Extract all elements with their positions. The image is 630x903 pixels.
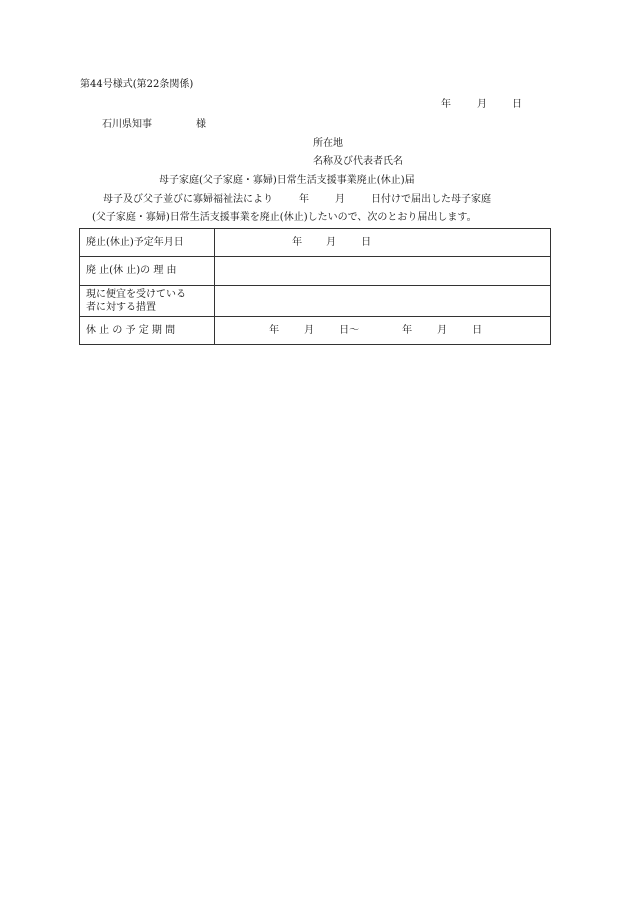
measures-label-line-2: 者に対する措置 xyxy=(86,302,156,313)
addressee-name: 石川県知事 xyxy=(102,119,152,130)
period-from-day: 日〜 xyxy=(339,324,360,336)
submission-date xyxy=(441,100,522,110)
body-line-1 xyxy=(103,195,491,205)
planned-year: 年 xyxy=(292,236,303,248)
table-row xyxy=(80,257,551,286)
period-to-year: 年 xyxy=(402,324,413,336)
planned-date-label: 廃止(休止)予定年月日 xyxy=(80,229,215,257)
measures-label-line-1: 現に便宜を受けている xyxy=(86,288,186,300)
document-title: 母子家庭(父子家庭・寡婦)日常生活支援事業廃止(休止)届 xyxy=(159,175,415,186)
period-from-month: 月 xyxy=(304,324,315,336)
date-day: 日 xyxy=(512,99,522,110)
applicant-name-label: 名称及び代表者氏名 xyxy=(313,156,403,167)
period-from-year: 年 xyxy=(269,324,280,336)
applicant-location-label: 所在地 xyxy=(313,138,343,149)
body-line-1-prefix: 母子及び父子並びに寡婦福祉法により xyxy=(103,194,273,205)
body-month: 月 xyxy=(335,194,345,205)
body-line-2: (父子家庭・寡婦)日常生活支援事業を廃止(休止)したいので、次のとおり届出します。 xyxy=(92,212,477,223)
date-month: 月 xyxy=(477,99,487,110)
suspension-period-label: 休 止 の 予 定 期 間 xyxy=(80,317,215,345)
reason-value[interactable] xyxy=(215,257,551,286)
measures-value[interactable] xyxy=(215,286,551,317)
form-number: 第44号様式(第22条関係) xyxy=(80,79,194,90)
details-table xyxy=(79,228,551,345)
planned-day: 日 xyxy=(361,236,372,248)
body-year: 年 xyxy=(299,194,309,205)
measures-label xyxy=(80,286,215,317)
addressee-honorific: 様 xyxy=(196,119,206,130)
table-row xyxy=(80,286,551,317)
body-line-1-suffix: 日付けで届出した母子家庭 xyxy=(371,194,491,205)
table-row xyxy=(80,229,551,257)
table-row xyxy=(80,317,551,345)
planned-date-value[interactable] xyxy=(215,229,551,257)
suspension-period-value[interactable] xyxy=(215,317,551,345)
planned-month: 月 xyxy=(326,236,337,248)
period-to-month: 月 xyxy=(437,324,448,336)
date-year: 年 xyxy=(441,99,451,110)
period-to-day: 日 xyxy=(472,324,483,336)
reason-label: 廃 止(休 止)の 理 由 xyxy=(80,257,215,286)
addressee xyxy=(102,120,206,130)
